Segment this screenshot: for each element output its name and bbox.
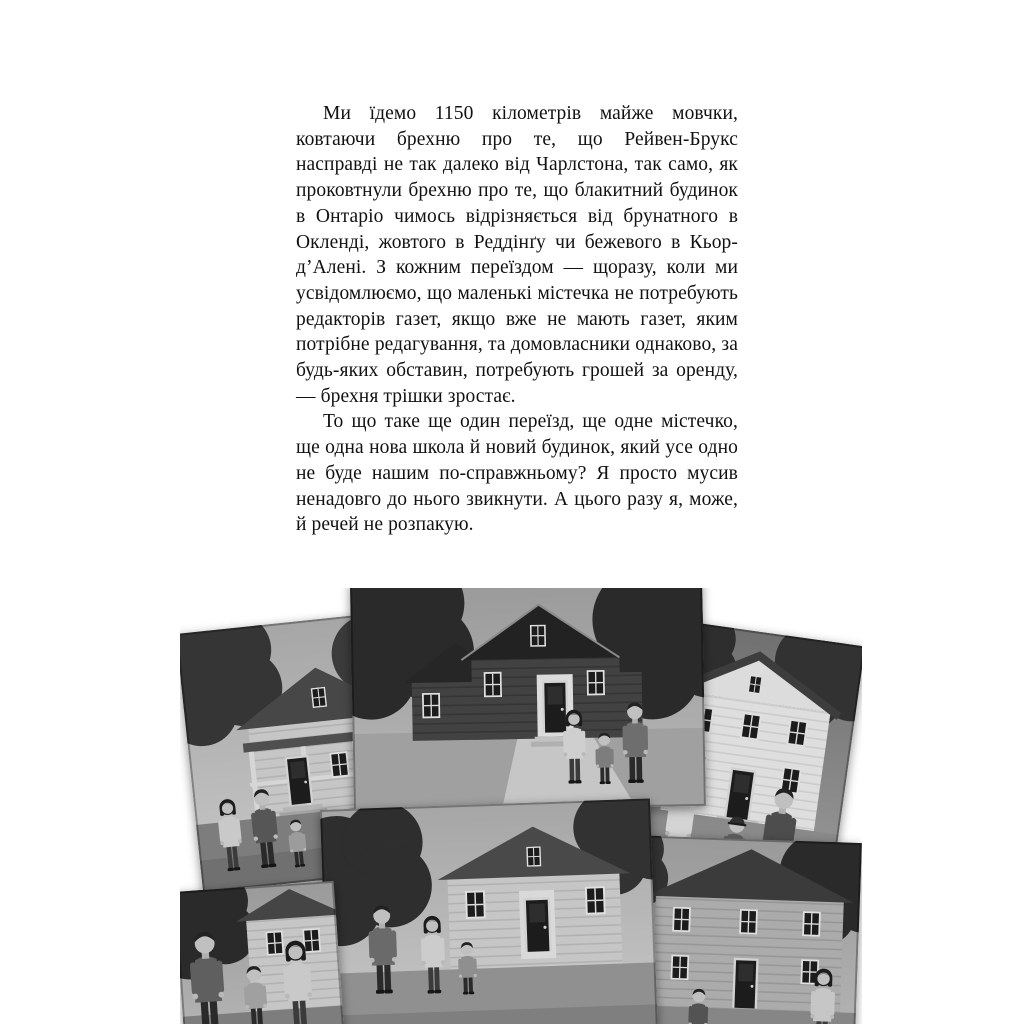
paragraph: То що таке ще один переїзд, ще одне містечко, ще одна нова школа й новий будинок, який усе одно не буде нашим по-справжньому? Я просто мусив ненадовго до нього звикнути. А цього разу я, може, й речей не розпакую.	[296, 411, 738, 536]
body-text	[296, 101, 738, 538]
photo-collage-svg	[180, 588, 862, 1024]
photo-bottom-center-house	[287, 777, 694, 1024]
family-photos-illustration	[180, 588, 862, 1024]
photo-top-center-dark-house	[313, 588, 764, 813]
paragraph: Ми їдемо 1150 кілометрів майже мовчки, ковтаючи брехню про те, що Рейвен-Брукс насправді не так далеко від Чарлстона, так само, як проковтнули брехню про те, що блакитний будинок в Онтаріо чимось відрізняється від брунатного в Окленді, жовтого в Реддінґу чи бежевого в Кьор-д’Алені. З кожним переїздом — щоразу, коли ми усвідомлюємо, що маленькі містечка не потребують редакторів газет, якщо вже не мають газет, яким потрібне редагування, та домовласники однаково, за будь-яких обставин, потребують грошей за оренду, — брехня трішки зростає.	[296, 103, 738, 407]
